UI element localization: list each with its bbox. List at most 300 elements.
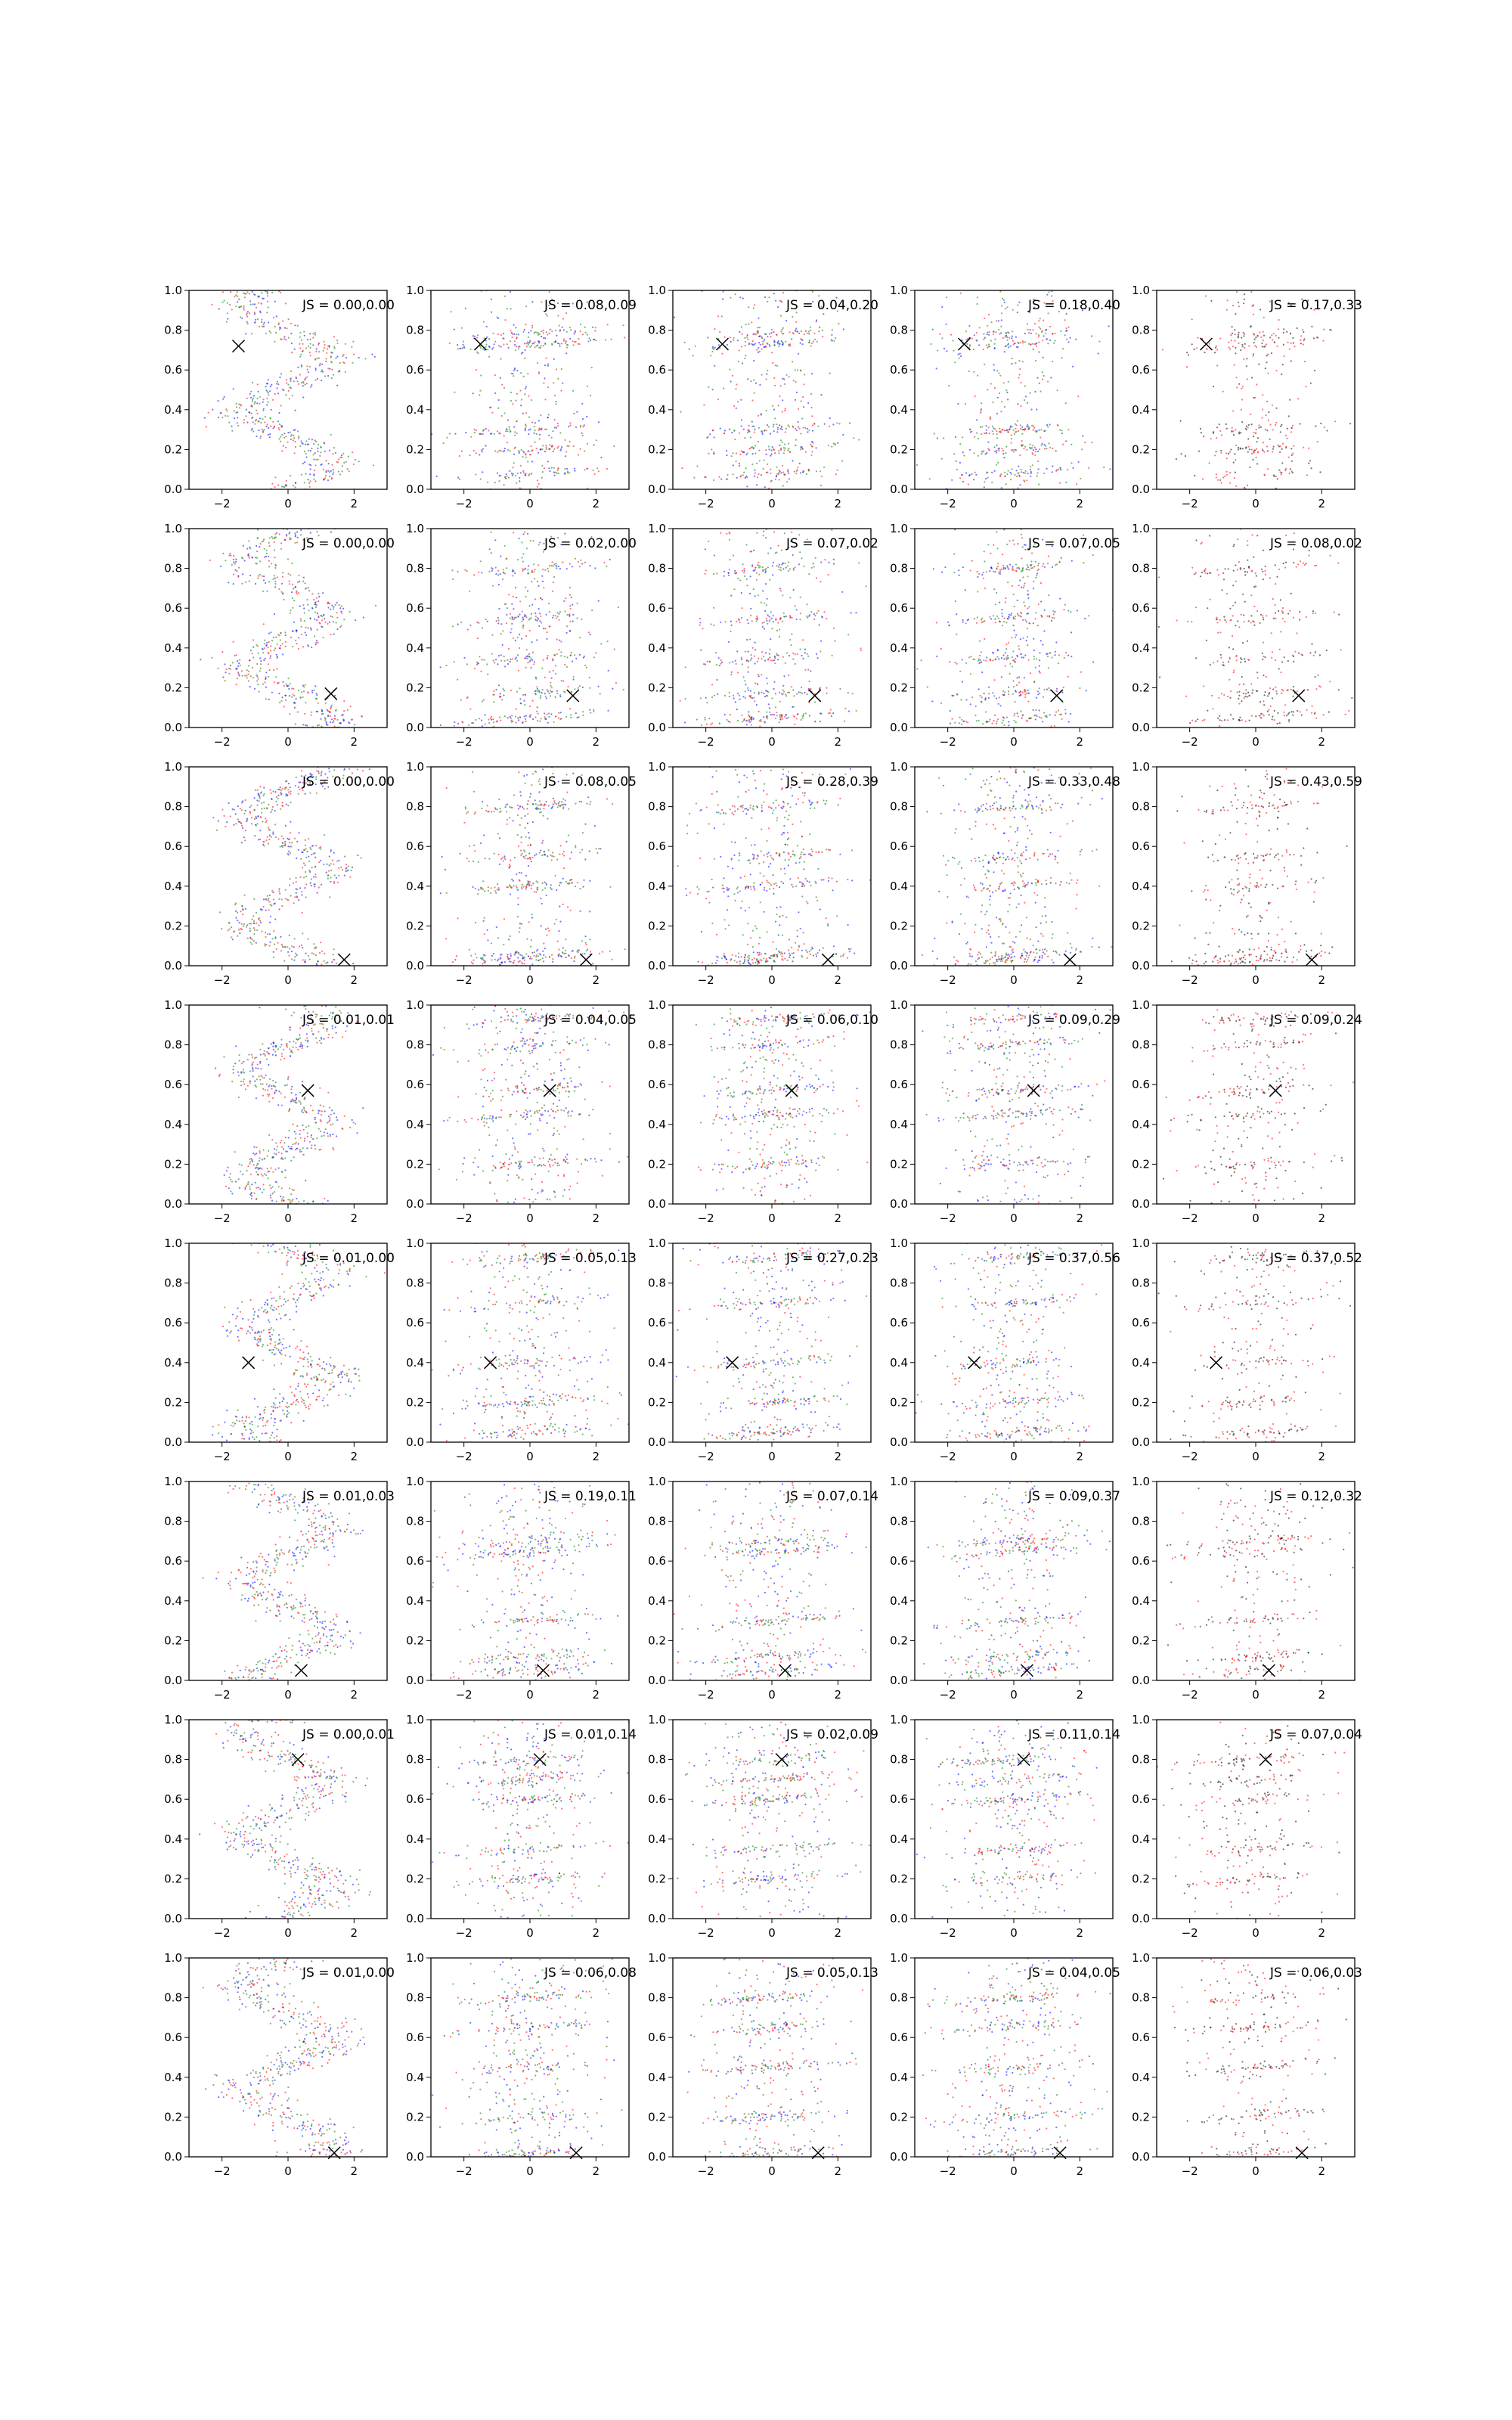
point-black — [1290, 711, 1292, 712]
point-red — [497, 334, 499, 335]
point-blue — [998, 320, 999, 321]
point-green — [813, 566, 815, 567]
point-red — [789, 451, 790, 452]
point-green — [1048, 442, 1049, 444]
point-red — [547, 315, 548, 317]
point-red — [529, 630, 531, 631]
point-green — [557, 378, 559, 380]
point-red — [1022, 342, 1024, 343]
point-green — [553, 341, 555, 343]
point-red — [270, 645, 271, 647]
point-green — [763, 531, 764, 532]
point-green — [237, 296, 238, 297]
point-blue — [772, 565, 773, 566]
point-red — [1251, 306, 1253, 307]
point-blue — [719, 665, 720, 666]
point-blue — [305, 631, 306, 633]
point-green — [981, 697, 983, 698]
point-red — [1034, 323, 1036, 324]
point-red — [1004, 430, 1005, 431]
point-black — [1314, 370, 1315, 371]
point-red — [1272, 451, 1273, 452]
point-green — [553, 576, 555, 578]
point-blue — [1033, 650, 1035, 651]
point-red — [1024, 619, 1026, 621]
point-red — [546, 447, 547, 448]
point-black — [1180, 420, 1182, 422]
point-blue — [220, 566, 222, 567]
point-blue — [318, 343, 320, 344]
point-blue — [233, 388, 234, 389]
point-blue — [1017, 613, 1018, 615]
point-red — [981, 453, 982, 455]
point-red — [705, 569, 707, 571]
point-green — [756, 620, 758, 622]
point-red — [569, 621, 571, 622]
point-blue — [1046, 689, 1048, 690]
point-blue — [1066, 313, 1067, 315]
point-blue — [795, 327, 797, 329]
point-blue — [750, 576, 751, 577]
point-green — [574, 654, 575, 656]
point-green — [1035, 561, 1036, 563]
point-green — [789, 568, 791, 569]
point-red — [503, 435, 505, 436]
point-blue — [235, 561, 237, 563]
point-red — [1079, 687, 1080, 689]
point-blue — [1021, 587, 1022, 588]
point-green — [254, 403, 256, 405]
point-red — [541, 330, 542, 332]
point-red — [543, 382, 544, 383]
point-blue — [775, 300, 776, 302]
point-red — [721, 353, 723, 355]
point-blue — [987, 442, 989, 443]
point-blue — [308, 444, 309, 445]
point-green — [566, 331, 568, 333]
point-black — [1188, 354, 1189, 355]
point-green — [301, 626, 302, 628]
point-black — [1250, 615, 1252, 616]
point-black — [1249, 467, 1250, 468]
point-blue — [550, 713, 552, 715]
point-green — [234, 655, 236, 656]
point-green — [491, 567, 492, 569]
point-red — [750, 380, 751, 382]
point-green — [751, 426, 753, 427]
point-red — [1224, 476, 1225, 477]
point-blue — [1026, 621, 1027, 622]
point-blue — [293, 702, 295, 703]
point-red — [259, 543, 261, 544]
point-green — [992, 426, 993, 427]
point-blue — [538, 340, 540, 342]
point-green — [522, 451, 524, 452]
point-red — [1005, 597, 1006, 599]
point-blue — [296, 698, 297, 700]
point-red — [770, 336, 772, 337]
point-red — [548, 712, 550, 714]
point-red — [333, 336, 335, 337]
point-blue — [992, 692, 993, 693]
point-blue — [1030, 469, 1031, 470]
point-red — [531, 449, 533, 451]
point-blue — [525, 388, 526, 389]
point-blue — [327, 709, 328, 711]
point-red — [1010, 479, 1012, 480]
point-red — [1020, 428, 1021, 430]
point-blue — [299, 605, 301, 607]
point-red — [487, 674, 488, 675]
subplot-r2-c2 — [406, 522, 637, 749]
point-red — [999, 569, 1001, 571]
point-black — [1253, 342, 1255, 343]
point-blue — [316, 619, 318, 621]
point-green — [953, 553, 955, 554]
point-green — [515, 715, 516, 717]
point-red — [544, 569, 546, 571]
point-red — [770, 659, 772, 661]
point-green — [503, 572, 504, 573]
point-red — [1186, 366, 1188, 368]
point-red — [1290, 333, 1291, 334]
point-green — [541, 668, 543, 669]
point-red — [546, 448, 547, 450]
point-green — [1049, 653, 1050, 654]
point-green — [227, 312, 228, 314]
point-red — [739, 622, 741, 623]
point-blue — [371, 354, 373, 355]
point-red — [1088, 467, 1089, 469]
point-blue — [813, 613, 815, 615]
point-blue — [552, 617, 553, 619]
point-red — [529, 706, 531, 707]
point-green — [1070, 462, 1072, 464]
point-red — [965, 330, 967, 332]
point-red — [1285, 468, 1287, 470]
point-blue — [296, 531, 298, 532]
point-red — [738, 619, 739, 620]
point-red — [1229, 451, 1231, 453]
point-green — [529, 661, 531, 662]
point-green — [500, 633, 502, 634]
point-blue — [457, 623, 459, 625]
point-green — [528, 619, 530, 620]
point-blue — [572, 614, 574, 616]
point-red — [304, 713, 305, 715]
point-green — [244, 296, 246, 298]
point-green — [768, 445, 770, 447]
point-red — [252, 653, 253, 654]
point-blue — [1020, 638, 1021, 640]
point-red — [228, 673, 230, 675]
point-red — [310, 355, 311, 356]
point-green — [1005, 601, 1006, 603]
point-blue — [252, 557, 253, 558]
point-red — [974, 715, 976, 716]
point-blue — [295, 410, 296, 411]
x-tick-label: 2 — [1318, 497, 1326, 510]
point-blue — [305, 377, 306, 379]
point-red — [336, 719, 338, 721]
point-black — [1241, 421, 1243, 423]
point-red — [804, 427, 806, 429]
point-green — [745, 697, 746, 699]
point-red — [289, 580, 290, 582]
point-blue — [314, 619, 315, 620]
point-green — [997, 548, 999, 549]
point-blue — [268, 427, 269, 429]
point-green — [983, 339, 984, 340]
point-green — [256, 675, 257, 676]
point-blue — [819, 624, 820, 625]
point-blue — [783, 675, 785, 677]
point-green — [550, 695, 551, 697]
point-red — [754, 333, 755, 334]
point-blue — [586, 416, 587, 417]
point-blue — [1015, 634, 1017, 636]
point-red — [569, 631, 571, 632]
point-blue — [800, 343, 801, 344]
point-green — [479, 718, 480, 719]
point-red — [1247, 378, 1248, 380]
point-red — [282, 321, 284, 322]
x-tick-label: −2 — [698, 497, 714, 510]
point-black — [1315, 425, 1316, 427]
point-blue — [514, 344, 516, 346]
point-green — [266, 312, 268, 313]
point-green — [516, 482, 517, 484]
point-red — [1222, 391, 1224, 392]
point-blue — [823, 313, 824, 315]
point-green — [257, 420, 259, 422]
point-green — [279, 702, 280, 703]
point-blue — [714, 554, 715, 556]
point-red — [1232, 410, 1234, 411]
point-red — [1098, 341, 1100, 343]
point-red — [1024, 605, 1026, 607]
point-red — [281, 450, 283, 451]
point-blue — [999, 705, 1001, 706]
point-green — [981, 402, 982, 404]
x-tick-label: −2 — [940, 497, 956, 510]
point-green — [518, 348, 519, 349]
point-green — [758, 574, 760, 576]
point-red — [1275, 476, 1277, 477]
point-green — [829, 373, 831, 374]
point-blue — [1055, 450, 1057, 451]
x-tick-label: 0 — [1010, 735, 1018, 749]
point-red — [515, 475, 516, 476]
point-blue — [325, 471, 327, 473]
point-blue — [1027, 473, 1028, 474]
point-blue — [780, 472, 782, 473]
point-red — [1229, 349, 1231, 350]
point-black — [1283, 328, 1284, 330]
point-red — [267, 424, 268, 425]
point-green — [822, 330, 823, 331]
point-green — [761, 658, 763, 659]
point-red — [1284, 355, 1285, 357]
point-blue — [268, 633, 270, 634]
point-red — [1044, 448, 1046, 449]
point-blue — [307, 339, 308, 340]
point-blue — [1020, 690, 1021, 692]
point-red — [510, 330, 512, 331]
point-blue — [1012, 625, 1014, 626]
point-red — [1043, 320, 1044, 321]
point-red — [1001, 448, 1002, 449]
point-red — [569, 424, 571, 426]
point-blue — [1071, 560, 1073, 562]
point-red — [528, 396, 529, 397]
point-red — [758, 674, 759, 675]
point-green — [707, 661, 708, 662]
point-red — [989, 433, 990, 434]
point-blue — [263, 326, 265, 327]
point-blue — [1004, 351, 1005, 352]
point-blue — [1022, 619, 1024, 621]
axes-frame — [431, 529, 629, 728]
point-red — [1080, 672, 1082, 673]
x-tick-label: 0 — [284, 497, 292, 510]
point-red — [246, 677, 248, 678]
x-tick-label: 2 — [835, 735, 842, 749]
point-red — [318, 703, 319, 704]
point-green — [330, 356, 332, 358]
point-red — [1052, 448, 1053, 449]
point-blue — [541, 336, 542, 337]
point-blue — [776, 476, 777, 477]
point-red — [994, 428, 996, 430]
point-green — [515, 400, 516, 402]
point-green — [297, 582, 299, 583]
point-blue — [828, 562, 829, 563]
point-black — [1206, 640, 1207, 641]
point-red — [720, 532, 721, 534]
point-red — [1055, 690, 1057, 692]
point-green — [265, 676, 266, 678]
point-red — [314, 464, 316, 466]
point-blue — [705, 663, 706, 665]
point-blue — [1026, 640, 1027, 641]
point-black — [1243, 693, 1244, 694]
point-green — [786, 652, 788, 653]
point-red — [797, 653, 798, 655]
point-green — [1027, 693, 1029, 694]
point-blue — [497, 622, 499, 624]
point-red — [297, 430, 299, 432]
point-green — [538, 544, 540, 545]
point-green — [266, 553, 268, 554]
point-blue — [311, 692, 313, 693]
point-green — [587, 340, 589, 342]
point-red — [467, 629, 469, 631]
point-blue — [481, 572, 482, 573]
point-blue — [325, 361, 327, 362]
point-blue — [742, 298, 744, 299]
point-red — [605, 339, 606, 340]
point-red — [493, 721, 494, 723]
point-blue — [217, 400, 218, 402]
point-red — [766, 618, 767, 619]
point-green — [806, 473, 807, 475]
point-red — [1221, 434, 1222, 436]
point-red — [539, 334, 541, 335]
point-green — [522, 694, 524, 696]
point-blue — [334, 715, 336, 717]
point-green — [941, 458, 943, 460]
point-green — [541, 465, 543, 467]
point-red — [810, 393, 812, 395]
point-red — [280, 441, 281, 442]
point-red — [1020, 694, 1021, 696]
point-green — [1012, 693, 1014, 695]
point-blue — [956, 613, 957, 615]
point-blue — [1002, 616, 1003, 617]
point-red — [782, 333, 784, 334]
point-blue — [551, 678, 553, 679]
point-green — [284, 486, 285, 488]
point-green — [243, 306, 245, 307]
point-red — [1241, 409, 1242, 411]
point-green — [482, 430, 484, 432]
point-green — [716, 664, 717, 666]
point-red — [1032, 329, 1033, 330]
point-blue — [543, 628, 544, 629]
point-blue — [566, 468, 568, 470]
point-red — [532, 700, 534, 702]
point-blue — [763, 693, 764, 694]
point-blue — [269, 433, 271, 435]
point-green — [795, 439, 797, 441]
point-red — [534, 619, 536, 620]
point-red — [739, 433, 740, 434]
point-green — [974, 618, 975, 619]
y-tick-label: 1.0 — [648, 522, 666, 535]
point-blue — [286, 534, 287, 535]
point-green — [975, 706, 977, 707]
point-red — [1262, 448, 1263, 450]
point-green — [291, 697, 293, 698]
point-green — [555, 673, 556, 675]
point-red — [1018, 430, 1019, 432]
point-blue — [991, 568, 993, 569]
point-green — [536, 332, 538, 334]
point-blue — [750, 690, 751, 692]
point-red — [327, 368, 329, 369]
point-red — [1042, 566, 1043, 567]
point-blue — [339, 722, 341, 724]
point-red — [544, 343, 546, 344]
point-red — [803, 427, 804, 428]
point-blue — [833, 563, 835, 565]
point-black — [1228, 647, 1230, 648]
point-red — [775, 618, 776, 619]
point-blue — [1072, 366, 1074, 368]
point-red — [556, 653, 558, 655]
point-green — [553, 467, 555, 469]
point-red — [703, 663, 705, 665]
point-blue — [270, 386, 271, 387]
point-black — [1267, 450, 1269, 451]
point-red — [293, 437, 295, 439]
point-green — [513, 462, 515, 464]
point-blue — [1017, 656, 1018, 657]
point-green — [528, 417, 530, 418]
point-green — [600, 643, 602, 644]
point-green — [508, 477, 510, 479]
